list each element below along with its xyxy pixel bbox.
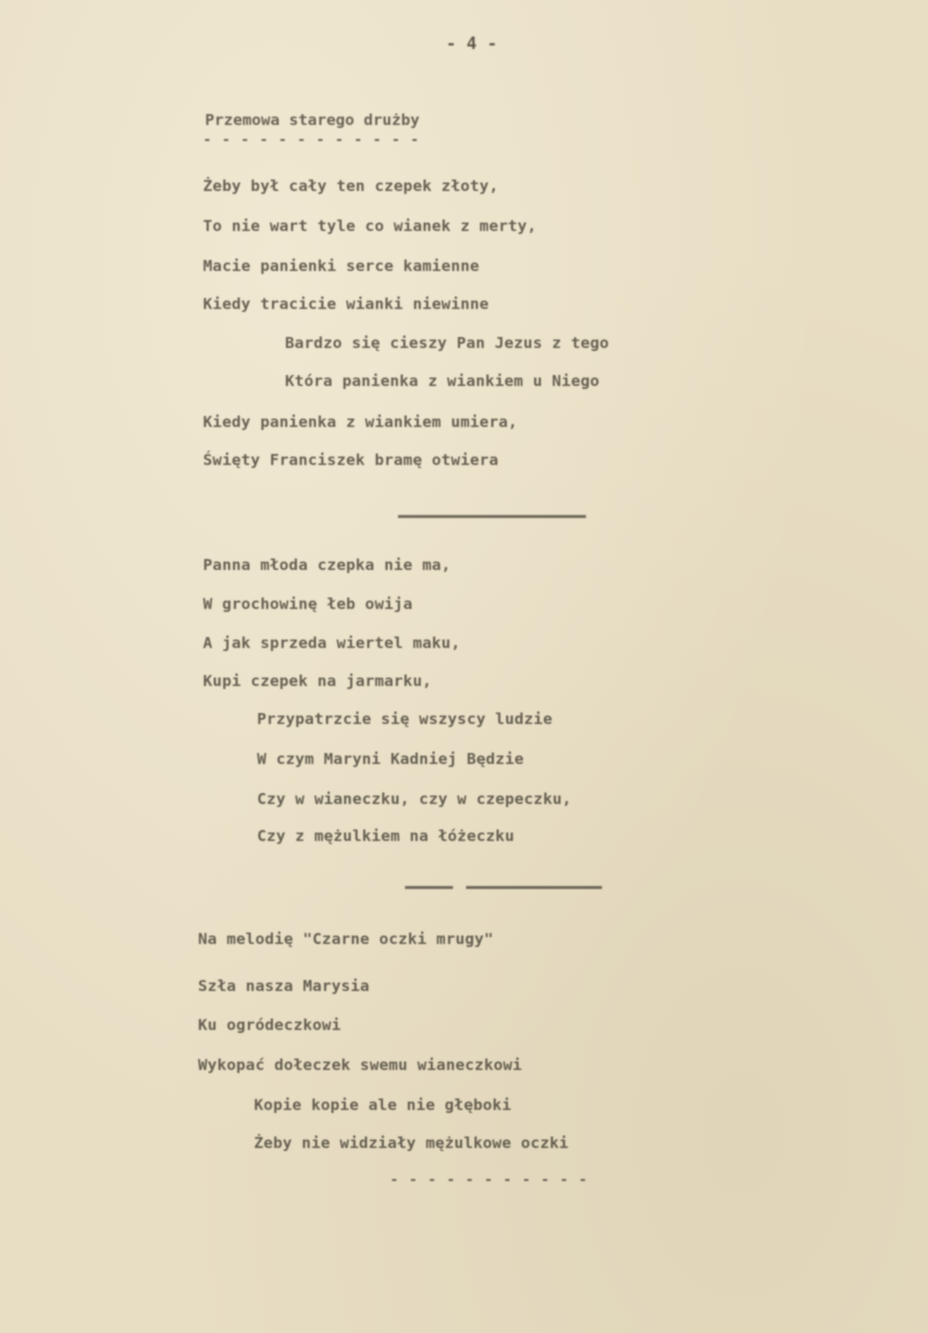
verse-line: Bardzo się cieszy Pan Jezus z tego <box>285 334 610 352</box>
verse-line: W grochowinę łeb owija <box>203 595 413 613</box>
verse-line: W czym Maryni Kadniej Będzie <box>257 750 524 768</box>
verse-line: To nie wart tyle co wianek z merty, <box>203 217 537 235</box>
title-underline: - - - - - - - - - - - - <box>203 132 420 148</box>
verse-line: Szła nasza Marysia <box>198 977 370 995</box>
section-title: Przemowa starego drużby <box>205 111 420 129</box>
verse-line: A jak sprzeda wiertel maku, <box>203 634 461 652</box>
page-number: - 4 - <box>446 34 498 54</box>
verse-line: Żeby był cały ten czepek złoty, <box>203 177 499 195</box>
verse-line: Święty Franciszek bramę otwiera <box>203 451 499 469</box>
section-divider <box>405 886 453 889</box>
verse-line: Czy z mężulkiem na łóżeczku <box>257 827 515 845</box>
verse-line: Kiedy tracicie wianki niewinne <box>203 295 489 313</box>
verse-line: Ku ogródeczkowi <box>198 1016 341 1034</box>
verse-line: Kopie kopie ale nie głęboki <box>254 1096 512 1114</box>
verse-line: Wykopać dołeczek swemu wianeczkowi <box>198 1056 523 1074</box>
end-mark: - - - - - - - - - - - <box>390 1172 589 1188</box>
verse-line: Przypatrzcie się wszyscy ludzie <box>257 710 553 728</box>
section-divider <box>398 515 586 518</box>
verse-line: Żeby nie widziały mężulkowe oczki <box>254 1134 569 1152</box>
verse-line: Kiedy panienka z wiankiem umiera, <box>203 413 518 431</box>
section-divider <box>466 886 602 889</box>
verse-line: Macie panienki serce kamienne <box>203 257 480 275</box>
verse-line: Czy w wianeczku, czy w czepeczku, <box>257 790 572 808</box>
verse-line: Panna młoda czepka nie ma, <box>203 556 451 574</box>
melody-heading: Na melodię "Czarne oczki mrugy" <box>198 930 494 948</box>
verse-line: Kupi czepek na jarmarku, <box>203 672 432 690</box>
verse-line: Która panienka z wiankiem u Niego <box>285 372 600 390</box>
